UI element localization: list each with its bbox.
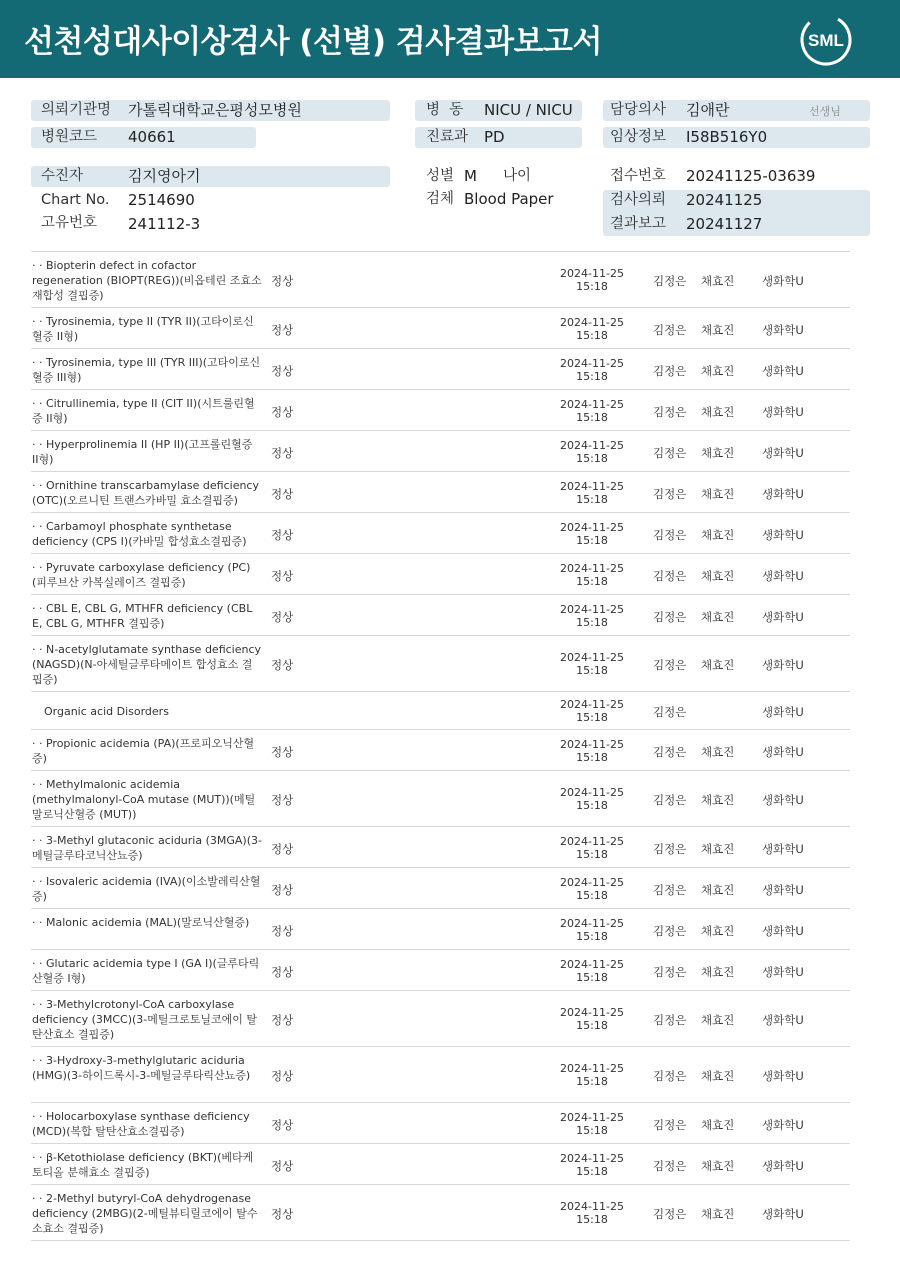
table-row	[31, 513, 850, 554]
tester-name: 김정은	[653, 487, 687, 501]
test-datetime	[551, 439, 633, 465]
test-name: · · Citrullinemia, type II (CIT II)(시트룰린혈증 II형)	[32, 397, 255, 425]
verifier-name: 채효진	[701, 924, 735, 938]
doctor-suffix: 선생님	[809, 105, 841, 118]
test-name: · · Malonic acidemia (MAL)(말로닉산혈증)	[32, 916, 250, 929]
verifier-name: 채효진	[701, 487, 735, 501]
result-value: 정상	[271, 487, 294, 501]
tester-name: 김정은	[653, 705, 687, 719]
request-date-value: 20241125	[686, 191, 763, 209]
test-time: 15:18	[576, 329, 608, 342]
tester-name: 김정은	[653, 610, 687, 624]
department-name: 생화학U	[762, 883, 804, 897]
department-name: 생화학U	[762, 487, 804, 501]
test-name: · · 3-Hydroxy-3-methylglutaric aciduria (HMG)(3-하이드록시-3-메틸글루타릭산뇨증)	[32, 1054, 251, 1082]
test-date: 2024-11-25	[560, 738, 624, 751]
table-row	[31, 1047, 850, 1103]
result-value: 정상	[271, 569, 294, 583]
tester-name: 김정은	[653, 883, 687, 897]
department-name: 생화학U	[762, 1013, 804, 1027]
test-date: 2024-11-25	[560, 439, 624, 452]
test-time: 15:18	[576, 1124, 608, 1137]
report-header	[0, 0, 900, 78]
test-time: 15:18	[576, 370, 608, 383]
department-name: 생화학U	[762, 924, 804, 938]
test-datetime	[551, 1152, 633, 1178]
verifier-name: 채효진	[701, 364, 735, 378]
test-name: · · Methylmalonic acidemia (methylmalonyl-CoA mutase (MUT))(메틸말로닉산혈증 (MUT))	[32, 778, 256, 821]
tester-name: 김정은	[653, 1207, 687, 1221]
patient-label: 수진자	[41, 168, 84, 184]
tester-name: 김정은	[653, 658, 687, 672]
test-name: · · Carbamoyl phosphate synthetase deficiency (CPS I)(카바밀 합성효소결핍증)	[32, 520, 247, 548]
test-time: 15:18	[576, 711, 608, 724]
test-time: 15:18	[576, 575, 608, 588]
test-name: · · Holocarboxylase synthase deficiency (MCD)(복합 탈탄산효소결핍증)	[32, 1110, 250, 1138]
department-name: 생화학U	[762, 364, 804, 378]
tester-name: 김정은	[653, 364, 687, 378]
test-datetime	[551, 398, 633, 424]
test-date: 2024-11-25	[560, 267, 624, 280]
department-name: 생화학U	[762, 1159, 804, 1173]
request-date-label: 검사의뢰	[610, 192, 667, 208]
test-time: 15:18	[576, 799, 608, 812]
test-date: 2024-11-25	[560, 1006, 624, 1019]
test-datetime	[551, 603, 633, 629]
test-time: 15:18	[576, 534, 608, 547]
doctor-value: 김애란	[686, 101, 730, 119]
test-date: 2024-11-25	[560, 917, 624, 930]
test-datetime	[551, 738, 633, 764]
test-datetime	[551, 1111, 633, 1137]
test-datetime	[551, 316, 633, 342]
verifier-name: 채효진	[701, 610, 735, 624]
test-date: 2024-11-25	[560, 357, 624, 370]
test-date: 2024-11-25	[560, 651, 624, 664]
table-row	[31, 636, 850, 692]
test-date: 2024-11-25	[560, 786, 624, 799]
verifier-name: 채효진	[701, 1118, 735, 1132]
result-value: 정상	[271, 1118, 294, 1132]
table-row	[31, 252, 850, 308]
tester-name: 김정은	[653, 965, 687, 979]
report-date-label: 결과보고	[610, 216, 667, 232]
test-time: 15:18	[576, 1165, 608, 1178]
table-row	[31, 349, 850, 390]
institution-label: 의뢰기관명	[41, 102, 112, 118]
department-name: 생화학U	[762, 323, 804, 337]
tester-name: 김정은	[653, 323, 687, 337]
test-time: 15:18	[576, 889, 608, 902]
test-date: 2024-11-25	[560, 562, 624, 575]
result-value: 정상	[271, 405, 294, 419]
tester-name: 김정은	[653, 528, 687, 542]
results-table	[31, 251, 850, 1235]
verifier-name: 채효진	[701, 274, 735, 288]
result-value: 정상	[271, 1013, 294, 1027]
table-row	[31, 692, 850, 730]
test-date: 2024-11-25	[560, 316, 624, 329]
test-name: · · β-Ketothiolase deficiency (BKT)(베타케토티올 분해효소 결핍증)	[32, 1151, 254, 1179]
verifier-name: 채효진	[701, 323, 735, 337]
test-time: 15:18	[576, 751, 608, 764]
receipt-no-label: 접수번호	[610, 168, 667, 184]
department-name: 생화학U	[762, 705, 804, 719]
test-datetime	[551, 357, 633, 383]
department-value: PD	[484, 128, 505, 146]
test-datetime	[551, 480, 633, 506]
clinical-info-value: I58B516Y0	[686, 128, 768, 146]
verifier-name: 채효진	[701, 446, 735, 460]
test-time: 15:18	[576, 848, 608, 861]
verifier-name: 채효진	[701, 745, 735, 759]
result-value: 정상	[271, 745, 294, 759]
test-datetime	[551, 1006, 633, 1032]
test-datetime	[551, 651, 633, 677]
clinical-info-label: 임상정보	[610, 129, 667, 145]
result-value: 정상	[271, 842, 294, 856]
patient-field-bg	[31, 166, 390, 187]
tester-name: 김정은	[653, 1069, 687, 1083]
test-datetime	[551, 876, 633, 902]
tester-name: 김정은	[653, 1013, 687, 1027]
test-name: · · Tyrosinemia, type III (TYR III)(고타이로신혈증 III형)	[32, 356, 261, 384]
table-row	[31, 1144, 850, 1185]
report-date-value: 20241127	[686, 215, 763, 233]
verifier-name: 채효진	[701, 965, 735, 979]
test-name: · · Isovaleric acidemia (IVA)(이소발레릭산혈증)	[32, 875, 261, 903]
tester-name: 김정은	[653, 446, 687, 460]
sml-logo	[798, 12, 854, 68]
test-time: 15:18	[576, 1019, 608, 1032]
test-date: 2024-11-25	[560, 835, 624, 848]
test-date: 2024-11-25	[560, 876, 624, 889]
department-name: 생화학U	[762, 842, 804, 856]
test-date: 2024-11-25	[560, 1062, 624, 1075]
verifier-name: 채효진	[701, 658, 735, 672]
department-name: 생화학U	[762, 528, 804, 542]
tester-name: 김정은	[653, 745, 687, 759]
table-row	[31, 991, 850, 1047]
result-value: 정상	[271, 658, 294, 672]
test-name: · · Tyrosinemia, type II (TYR II)(고타이로신혈증 II형)	[32, 315, 254, 343]
test-date: 2024-11-25	[560, 603, 624, 616]
patient-value: 김지영아기	[128, 167, 201, 185]
test-time: 15:18	[576, 411, 608, 424]
test-datetime	[551, 786, 633, 812]
test-time: 15:18	[576, 664, 608, 677]
test-datetime	[551, 835, 633, 861]
tester-name: 김정은	[653, 842, 687, 856]
verifier-name: 채효진	[701, 793, 735, 807]
test-date: 2024-11-25	[560, 1111, 624, 1124]
unique-no-value: 241112-3	[128, 215, 201, 233]
result-value: 정상	[271, 965, 294, 979]
table-row	[31, 730, 850, 771]
department-name: 생화학U	[762, 1207, 804, 1221]
test-datetime	[551, 562, 633, 588]
verifier-name: 채효진	[701, 1013, 735, 1027]
tester-name: 김정은	[653, 1159, 687, 1173]
test-datetime	[551, 1200, 633, 1226]
logo-text: SML	[808, 31, 844, 50]
unique-no-label: 고유번호	[41, 215, 98, 231]
ward-label: 병 동	[426, 102, 464, 118]
result-value: 정상	[271, 323, 294, 337]
table-row	[31, 868, 850, 909]
result-value: 정상	[271, 1069, 294, 1083]
test-name: Organic acid Disorders	[44, 705, 169, 718]
test-time: 15:18	[576, 1213, 608, 1226]
test-time: 15:18	[576, 616, 608, 629]
table-row	[31, 1103, 850, 1144]
department-name: 생화학U	[762, 1069, 804, 1083]
verifier-name: 채효진	[701, 405, 735, 419]
report-title: 선천성대사이상검사 (선별) 검사결과보고서	[24, 24, 602, 60]
verifier-name: 채효진	[701, 1159, 735, 1173]
department-name: 생화학U	[762, 274, 804, 288]
department-name: 생화학U	[762, 658, 804, 672]
test-name: · · Biopterin defect in cofactor regeneration (BIOPT(REG))(비옵테린 조효소 재합성 결핍증)	[32, 259, 262, 302]
institution-value: 가톨릭대학교은평성모병원	[128, 101, 302, 119]
test-time: 15:18	[576, 930, 608, 943]
table-row	[31, 431, 850, 472]
test-date: 2024-11-25	[560, 1200, 624, 1213]
test-datetime	[551, 917, 633, 943]
test-datetime	[551, 267, 633, 293]
hospital-code-label: 병원코드	[41, 129, 98, 145]
specimen-value: Blood Paper	[464, 190, 554, 208]
receipt-no-value: 20241125-03639	[686, 167, 816, 185]
department-name: 생화학U	[762, 569, 804, 583]
test-name: · · Hyperprolinemia II (HP II)(고프롤린혈증 II형)	[32, 438, 253, 466]
test-date: 2024-11-25	[560, 698, 624, 711]
result-value: 정상	[271, 924, 294, 938]
result-value: 정상	[271, 528, 294, 542]
tester-name: 김정은	[653, 274, 687, 288]
verifier-name: 채효진	[701, 883, 735, 897]
doctor-label: 담당의사	[610, 102, 667, 118]
test-name: · · Ornithine transcarbamylase deficiency (OTC)(오르니틴 트랜스카바밀 효소결핍증)	[32, 479, 259, 507]
test-datetime	[551, 698, 633, 724]
test-time: 15:18	[576, 1075, 608, 1088]
test-date: 2024-11-25	[560, 1152, 624, 1165]
result-value: 정상	[271, 793, 294, 807]
table-row	[31, 595, 850, 636]
test-name: · · 2-Methyl butyryl-CoA dehydrogenase deficiency (2MBG)(2-메틸뷰티릴코에이 탈수소효소 결핍증)	[32, 1192, 258, 1235]
result-value: 정상	[271, 446, 294, 460]
test-name: · · CBL E, CBL G, MTHFR deficiency (CBL E, CBL G, MTHFR 결핍증)	[32, 602, 253, 630]
tester-name: 김정은	[653, 1118, 687, 1132]
table-row	[31, 472, 850, 513]
test-date: 2024-11-25	[560, 480, 624, 493]
department-name: 생화학U	[762, 965, 804, 979]
department-name: 생화학U	[762, 610, 804, 624]
test-date: 2024-11-25	[560, 398, 624, 411]
table-row	[31, 827, 850, 868]
tester-name: 김정은	[653, 405, 687, 419]
test-date: 2024-11-25	[560, 958, 624, 971]
test-datetime	[551, 1062, 633, 1088]
test-datetime	[551, 958, 633, 984]
test-datetime	[551, 521, 633, 547]
verifier-name: 채효진	[701, 1069, 735, 1083]
table-row	[31, 771, 850, 827]
test-name: · · Glutaric acidemia type I (GA I)(글루타릭산혈증 I형)	[32, 957, 260, 985]
table-row	[31, 950, 850, 991]
tester-name: 김정은	[653, 793, 687, 807]
sex-label: 성별	[426, 168, 455, 184]
test-name: · · 3-Methyl glutaconic aciduria (3MGA)(3-메틸글루타코닉산뇨증)	[32, 834, 262, 862]
result-value: 정상	[271, 610, 294, 624]
result-value: 정상	[271, 1207, 294, 1221]
department-name: 생화학U	[762, 1118, 804, 1132]
verifier-name: 채효진	[701, 842, 735, 856]
test-name: · · Propionic acidemia (PA)(프로피오닉산혈증)	[32, 737, 255, 765]
test-name: · · N-acetylglutamate synthase deficiency (NAGSD)(N-아세틸글루타메이트 합성효소 결핍증)	[32, 643, 262, 686]
chart-no-value: 2514690	[128, 191, 195, 209]
table-row	[31, 909, 850, 950]
table-row	[31, 390, 850, 431]
test-time: 15:18	[576, 280, 608, 293]
table-row	[31, 554, 850, 595]
sex-value: M	[464, 167, 477, 185]
test-name: · · Pyruvate carboxylase deficiency (PC)(피루브산 카복실레이즈 결핍증)	[32, 561, 251, 589]
department-name: 생화학U	[762, 405, 804, 419]
specimen-label: 검체	[426, 191, 455, 207]
test-date: 2024-11-25	[560, 521, 624, 534]
table-row	[31, 308, 850, 349]
department-label: 진료과	[426, 129, 469, 145]
ward-value: NICU / NICU	[484, 101, 573, 119]
verifier-name: 채효진	[701, 1207, 735, 1221]
result-value: 정상	[271, 883, 294, 897]
test-time: 15:18	[576, 452, 608, 465]
test-time: 15:18	[576, 493, 608, 506]
tester-name: 김정은	[653, 569, 687, 583]
verifier-name: 채효진	[701, 528, 735, 542]
test-name: · · 3-Methylcrotonyl-CoA carboxylase deficiency (3MCC)(3-메틸크로토닐코에이 탈탄산효소 결핍증)	[32, 998, 258, 1041]
department-name: 생화학U	[762, 446, 804, 460]
chart-no-label: Chart No.	[41, 192, 110, 208]
tester-name: 김정은	[653, 924, 687, 938]
table-row	[31, 1185, 850, 1241]
result-value: 정상	[271, 1159, 294, 1173]
hospital-code-value: 40661	[128, 128, 176, 146]
result-value: 정상	[271, 274, 294, 288]
verifier-name: 채효진	[701, 569, 735, 583]
department-name: 생화학U	[762, 793, 804, 807]
result-value: 정상	[271, 364, 294, 378]
age-label: 나이	[503, 168, 532, 184]
test-time: 15:18	[576, 971, 608, 984]
department-name: 생화학U	[762, 745, 804, 759]
